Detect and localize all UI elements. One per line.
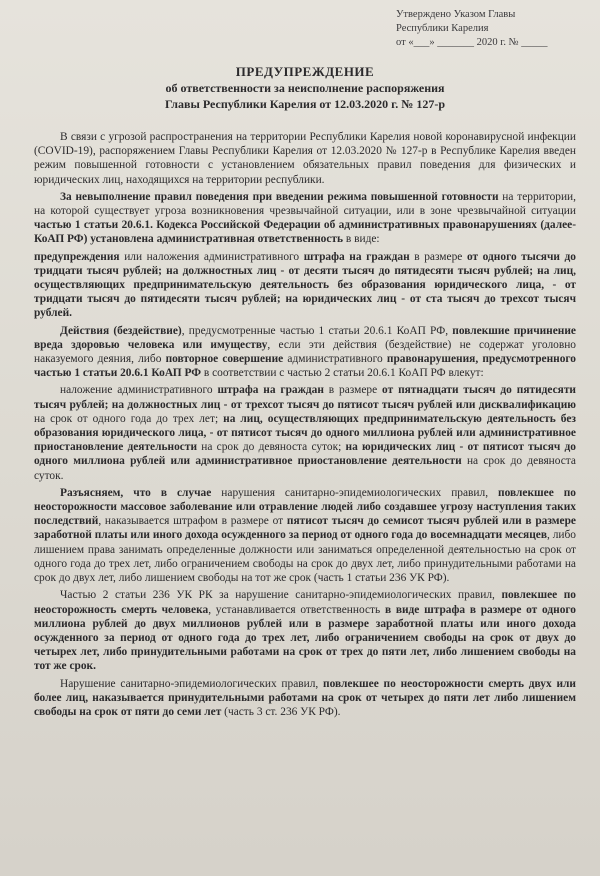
p7-text-2: , устанавливается ответственность (208, 603, 385, 616)
p8-text-2: (часть 3 ст. 236 УК РФ). (221, 705, 341, 718)
paragraph-actions (34, 324, 576, 381)
p2-bold-1: За невыполнение правил поведения при введении режима повышенной готовности (60, 190, 499, 203)
p2-text-1: на территории, на которой существует угроза возникновения чрезвычайной ситуации, или в зоне чрезвычайной ситуации (34, 190, 577, 218)
p5-text-1: наложение административного (60, 384, 218, 397)
approval-line-2: Республики Карелия (396, 23, 489, 34)
paragraph-article-236-part-2 (34, 588, 576, 673)
document-body (34, 130, 576, 719)
p5-bold-3: на лиц, осуществляющих предпринимательскую деятельность без образования юридического лица, - от пятисот тысяч до одного миллиона рублей или административное приостановление деятельности (34, 412, 576, 454)
p8-text-1: Нарушение санитарно-эпидемиологических правил, (60, 677, 324, 690)
p3-bold-1: предупреждения (34, 250, 120, 263)
approval-line-3: от «___» _______ 2020 г. № _____ (396, 37, 548, 48)
p3-text-2: в размере (409, 250, 467, 263)
document-title (34, 64, 576, 112)
p4-bold-2: повлекшие причинение вреда здоровью человека или имуществу (34, 324, 576, 351)
p5-bold-4: на юридических лиц - от пятисот тысяч до одного миллиона рублей или административное приостановление деятельности (34, 441, 577, 468)
paragraph-intro: В связи с угрозой распространения на территории Республики Карелия новой коронавирусной инфекции (COVID-19), распоряжением Главы Республики Карелия от 12.03.2020 № 127-р в Республике Карелия введен режим повышенной готовности с установлением обязательных правил поведения для физических и юридических лиц, находящихся на территории республики. (34, 131, 576, 186)
p3-bold-3: от одного тысячи до тридцати тысяч рублей; на должностных лиц - от десяти тысяч до пятидесяти тысяч рублей; на лиц, осуществляющих предпринимательскую деятельность без образования юридического лица, - от тридцати тысяч до пятидесяти тысяч рублей; на юридических лиц - от ста тысяч до трехсот тысяч рублей. (34, 250, 577, 320)
paragraph-article-236-part-3 (34, 677, 576, 720)
p8-bold-1: повлекшее по неосторожности смерть двух или более лиц, наказывается принудительными работами на срок от четырех до пяти лет либо лишением свободы на срок от пяти до семи лет (34, 677, 576, 718)
p7-text-1: Частью 2 статьи 236 УК РК за нарушение санитарно-эпидемиологических правил, (60, 589, 502, 602)
p2-bold-2: частью 1 статьи 20.6.1. Кодекса Российской Федерации об административных правонарушениях (далее-КоАП РФ) установлена административная ответственность (34, 219, 576, 246)
title-line-2: об ответственности за неисполнение распоряжения (165, 81, 445, 95)
p5-bold-2: от пятнадцати тысяч до пятидесяти тысяч рублей; на должностных лиц - от трехсот тысяч до пятисот тысяч рублей или дисквалификацию (34, 384, 576, 411)
p4-bold-1: Действия (бездействие) (60, 324, 182, 337)
p5-text-4: на срок до девяноста суток; (197, 441, 346, 454)
p3-text-1: или наложения административного (119, 250, 304, 263)
p5-text-2: в размере (323, 384, 383, 397)
p7-bold-2: в виде штрафа в размере от одного миллиона рублей до двух миллионов рублей или в размере заработной платы или иного дохода осужденного за период от одного года до трех лет, либо ограничением свободы на срок от двух до четырех лет, либо принудительными работами на срок от трех до пяти лет, либо лишением свободы на тот же срок. (34, 603, 576, 673)
p5-bold-1: штрафа на граждан (217, 384, 324, 397)
title-line-3: Главы Республики Карелия от 12.03.2020 г. № 127-р (164, 97, 445, 111)
p4-text-3: административного (283, 353, 387, 366)
p6-text-2: , наказывается штрафом в размере от (98, 515, 287, 528)
approval-line-1: Утверждено Указом Главы (396, 9, 516, 20)
p7-bold-1: повлекшее по неосторожность смерть человека (34, 589, 576, 616)
paragraph-fines (34, 383, 576, 482)
p5-text-3: на срок от одного года до трех лет; (34, 412, 224, 425)
p6-bold-3: пятисот тысяч до семисот тысяч рублей или в размере заработной платы или иного дохода осужденного за период от одного года до восемнадцати месяцев (34, 515, 576, 542)
p4-bold-4: правонарушения, предусмотренного частью 1 статьи 20.6.1 КоАП РФ (34, 353, 576, 380)
p4-text-2: , если эти действия (бездействие) не содержат уголовно наказуемого деяния, либо (34, 338, 576, 366)
paragraph-penalties (34, 250, 576, 321)
p5-text-5: на срок до девяноста суток. (34, 455, 576, 482)
paragraph-explanation (34, 486, 576, 585)
p6-text-1: нарушения санитарно-эпидемиологических правил, (211, 486, 499, 499)
p6-text-3: , либо лишением права занимать определенные должности или заниматься определенной деятельностью на срок от одного года до трех лет, либо ограничением свободы на срок до двух лет, либо принудительными работами на срок до двух лет, либо лишением свободы на тот же срок (часть 1 статьи 236 УК РФ). (34, 529, 577, 585)
approval-stamp (396, 8, 576, 50)
p4-text-4: в соответствии с частью 2 статьи 20.6.1 КоАП РФ влекут: (201, 367, 484, 380)
p6-bold-1: Разъясняем, что в случае (60, 486, 212, 499)
paragraph-violation (34, 190, 576, 247)
p6-bold-2: повлекшее по неосторожности массовое заболевание или отравление людей либо создавшее угрозу наступления таких последствий (34, 486, 576, 528)
p2-text-2: в виде: (343, 233, 380, 246)
p4-bold-3: повторное совершение (165, 353, 284, 366)
p3-bold-2: штрафа на граждан (303, 250, 410, 263)
title-main: ПРЕДУПРЕЖДЕНИЕ (235, 64, 375, 79)
p4-text-1: , предусмотренные частью 1 статьи 20.6.1 КоАП РФ, (181, 324, 453, 337)
